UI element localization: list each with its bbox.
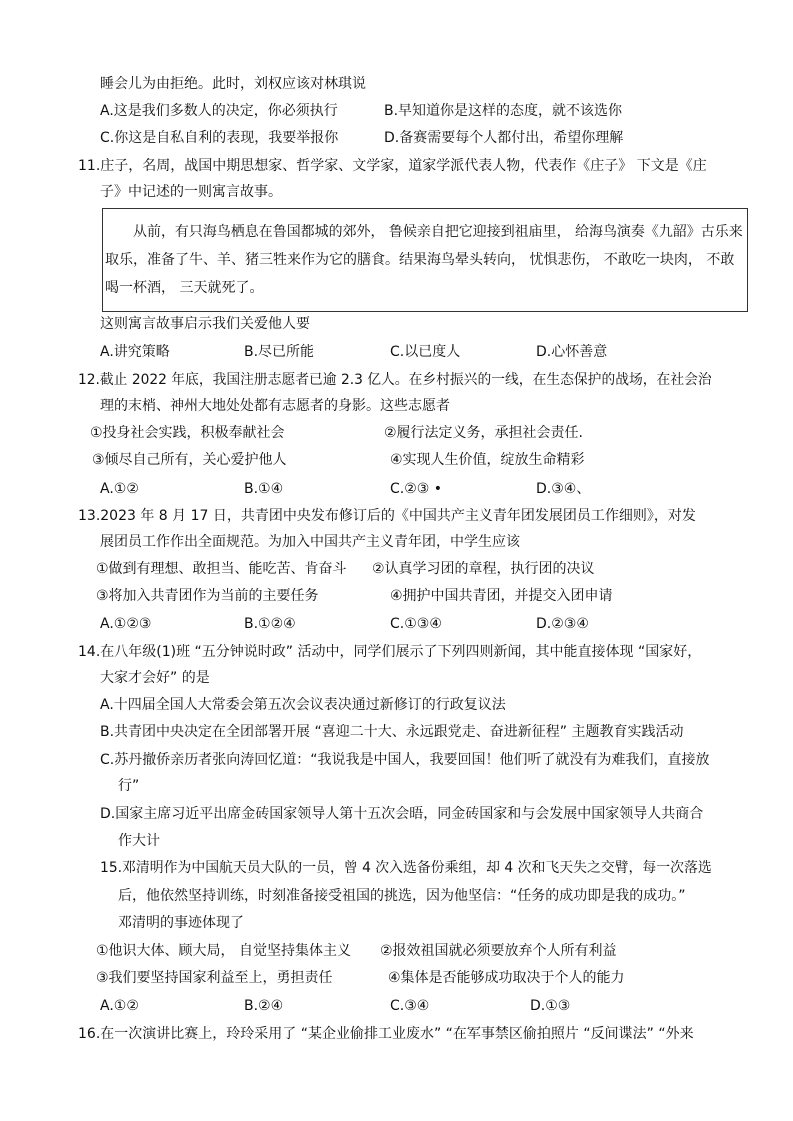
q10-option-d: D.备赛需要每个人都付出，希望你理解 xyxy=(384,130,624,146)
q13-item-3: ③将加入共青团作为当前的主要任务 xyxy=(96,588,319,604)
q13-option-c: C.①③④ xyxy=(390,616,442,632)
q12-option-c: C.②③ • xyxy=(390,481,443,497)
q15-option-a: A.①② xyxy=(100,998,139,1014)
q12-option-b: B.①④ xyxy=(244,481,284,497)
q11-story-line1: 从前，有只海鸟栖息在鲁国都城的郊外， 鲁候亲自把它迎接到祖庙里， 给海鸟演奏《九韶》古乐来 xyxy=(133,224,743,240)
q13-item-4: ④拥护中国共青团，并提交入团申请 xyxy=(390,588,613,604)
q11-stem-line1: 11.庄子，名周，战国中期思想家、哲学家、文学家，道家学派代表人物，代表作《庄子》 下文是《庄 xyxy=(78,158,707,174)
q14-stem-line1: 14.在八年级(1)班 “五分钟说时政” 活动中，同学们展示了下列四则新闻，其中能直接体现 “国家好， xyxy=(78,644,702,660)
q12-item-2: ②履行法定义务，承担社会责任. xyxy=(384,425,584,441)
q14-stem-line2: 大家才会好” 的是 xyxy=(100,670,210,686)
q11-question: 这则寓言故事启示我们关爱他人要 xyxy=(100,316,310,332)
q16-stem-line1: 16.在一次演讲比赛上，玲玲采用了 “某企业偷排工业废水” “在军事禁区偷拍照片 “反间谍法” “外来 xyxy=(78,1026,694,1042)
q13-option-a: A.①②③ xyxy=(100,616,152,632)
q15-stem-line3: 邓清明的事迹体现了 xyxy=(118,915,244,931)
q15-stem-line2: 后，他依然坚持训练，时刻准备接受祖国的挑选，因为他坚信：“任务的成功即是我的成功。” xyxy=(118,888,686,904)
q15-item-2: ②报效祖国就必须要放弃个人所有利益 xyxy=(380,943,617,959)
q12-option-d: D.③④、 xyxy=(536,481,591,497)
q10-stem-cont: 睡会儿为由拒绝。此时，刘权应该对林琪说 xyxy=(100,76,366,92)
q12-option-a: A.①② xyxy=(100,481,139,497)
q14-option-d-line2: 作大计 xyxy=(118,833,160,849)
q15-option-b: B.②④ xyxy=(244,998,284,1014)
q15-option-d: D.①③ xyxy=(530,998,571,1014)
q11-story-line2: 取乐，准备了牛、羊、猪三牲来作为它的膳食。结果海鸟晕头转向， 忧惧悲伤， 不敢吃一块肉， 不敢 xyxy=(105,252,735,268)
q10-option-b: B.早知道你是这样的态度，就不该选你 xyxy=(384,103,623,119)
q11-story-box xyxy=(102,208,748,312)
q14-option-c-line2: 行” xyxy=(118,778,140,794)
q13-option-d: D.②③④ xyxy=(536,616,589,632)
q13-item-1: ①做到有理想、敢担当、能吃苦、肯奋斗 xyxy=(96,561,347,577)
q10-option-c: C.你这是自私自利的表现，我要举报你 xyxy=(100,130,339,146)
q14-option-c-line1: C.苏丹撤侨亲历者张向涛回忆道：“我说我是中国人，我要回国！他们听了就没有为难我们，直接放 xyxy=(100,752,710,768)
q13-item-2: ②认真学习团的章程，执行团的决议 xyxy=(372,561,595,577)
q15-item-4: ④集体是否能够成功取决于个人的能力 xyxy=(388,970,625,986)
q13-stem-line2: 展团员工作作出全面规范。为加入中国共产主义青年团，中学生应该 xyxy=(100,534,520,550)
q11-option-d: D.心怀善意 xyxy=(536,344,608,360)
q15-item-3: ③我们要坚持国家利益至上，勇担责任 xyxy=(96,970,333,986)
q14-option-b: B.共青团中央决定在全团部署开展 “喜迎二十大、永远跟党走、奋进新征程” 主题教育实践活动 xyxy=(100,724,684,740)
q15-item-1: ①他识大体、顾大局， 自觉坚持集体主义 xyxy=(96,943,351,959)
q14-option-a: A.十四届全国人大常委会第五次会议表决通过新修订的行政复议法 xyxy=(100,697,506,713)
q11-option-a: A.讲究策略 xyxy=(100,344,170,360)
q13-option-b: B.①②④ xyxy=(244,616,296,632)
q11-option-c: C.以已度人 xyxy=(390,344,461,360)
q12-stem-line1: 12.截止 2022 年底，我国注册志愿者已逾 2.3 亿人。在乡村振兴的一线，在生态保护的战场，在社会治 xyxy=(78,372,712,388)
q12-item-4: ④实现人生价值，绽放生命精彩 xyxy=(390,452,585,468)
q13-stem-line1: 13.2023 年 8 月 17 日，共青团中央发布修订后的《中国共产主义青年团发展团员工作细则》，对发 xyxy=(78,508,696,524)
q10-option-a: A.这是我们多数人的决定，你必须执行 xyxy=(100,103,338,119)
q12-item-1: ①投身社会实践，积极奉献社会 xyxy=(90,425,285,441)
q11-stem-line2: 子》中记述的一则寓言故事。 xyxy=(100,184,282,200)
q14-option-d-line1: D.国家主席习近平出席金砖国家领导人第十五次会晤，同金砖国家和与会发展中国家领导人共商合 xyxy=(100,806,704,822)
q15-option-c: C.③④ xyxy=(390,998,430,1014)
q12-item-3: ③倾尽自己所有，关心爱护他人 xyxy=(92,452,287,468)
q12-stem-line2: 理的末梢、神州大地处处都有志愿者的身影。这些志愿者 xyxy=(100,398,450,414)
q15-stem-line1: 15.邓清明作为中国航天员大队的一员，曾 4 次入选备份乘组，却 4 次和飞天失之交臂，每一次落选 xyxy=(100,860,712,876)
q11-story-line3: 喝一杯酒， 三天就死了。 xyxy=(105,280,264,296)
q11-option-b: B.尽已所能 xyxy=(244,344,315,360)
